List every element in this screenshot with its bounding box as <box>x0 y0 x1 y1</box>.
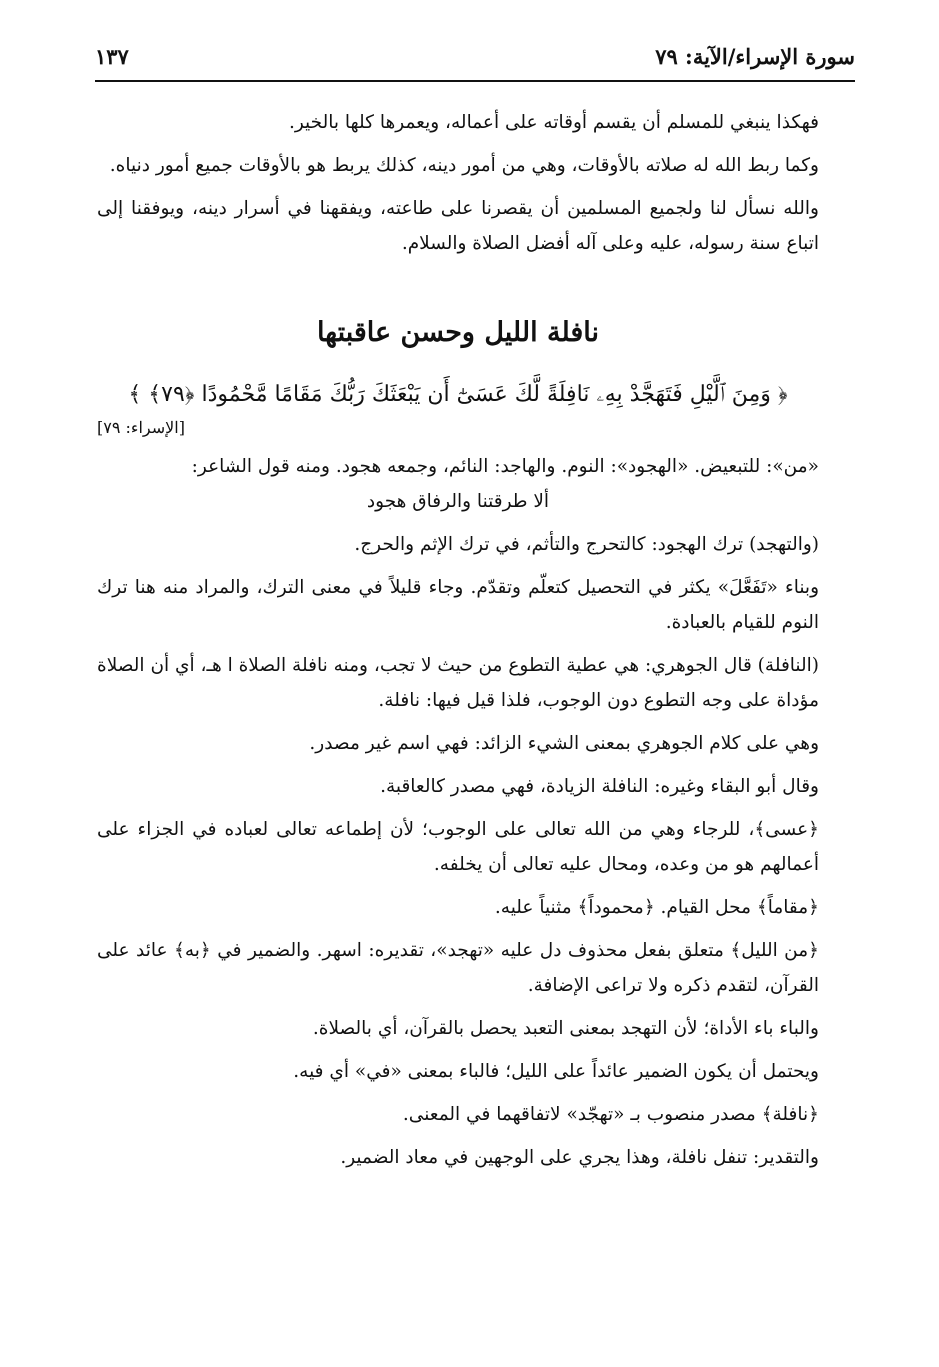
paragraph: ﴿عسى﴾، للرجاء وهي من الله تعالى على الوجوب؛ لأن إطماعه تعالى لعباده في الجزاء على أعمالهم هو من وعده، ومحال عليه تعالى أن يخلفه. <box>97 819 819 875</box>
poem-line: ألا طرقتنا والرفاق هجود <box>366 491 550 512</box>
paragraph: وقال أبو البقاء وغيره: النافلة الزيادة، فهي مصدر كالعاقبة. <box>380 776 819 797</box>
paragraph: وكما ربط الله له صلاته بالأوقات، وهي من أمور دينه، كذلك يربط هو بالأوقات جميع أمور دنياه. <box>109 155 819 176</box>
page-body <box>97 105 819 1183</box>
page-number: ١٣٧ <box>95 44 129 69</box>
paragraph: والباء باء الأداة؛ لأن التهجد بمعنى التعبد يحصل بالقرآن، أي بالصلاة. <box>312 1018 819 1039</box>
verse-reference-text: [الإسراء: ٧٩] <box>97 418 185 437</box>
quran-verse: ﴿ وَمِنَ ٱلَّيْلِ فَتَهَجَّدْ بِهِۦ نَافِلَةً لَّكَ عَسَىٰٓ أَن يَبْعَثَكَ رَبُّكَ مَقَامًا مَّحْمُودًا ﴿٧٩﴾ ﴾ <box>128 382 788 407</box>
paragraph: والتقدير: تنفل نافلة، وهذا يجري على الوجهين في معاد الضمير. <box>340 1147 819 1168</box>
paragraph: (والتهجد) ترك الهجود: كالتحرج والتأثم، في ترك الإثم والحرج. <box>354 534 819 555</box>
paragraph: ﴿نافلة﴾ مصدر منصوب بـ «تهجّد» لاتفاقهما في المعنى. <box>402 1104 819 1125</box>
page-header <box>95 40 855 82</box>
paragraph: «من»: للتبعيض. «الهجود»: النوم. والهاجد: النائم، وجمعه هجود. ومنه قول الشاعر: <box>191 456 819 477</box>
paragraph: ﴿من الليل﴾ متعلق بفعل محذوف دل عليه «تهجد»، تقديره: اسهر. والضمير في ﴿به﴾ عائد على القرآن، لتقدم ذكره ولا تراعى الإضافة. <box>97 940 819 996</box>
paragraph: وبناء «تَفَعَّلَ» يكثر في التحصيل كتعلّم وتقدّم. وجاء قليلاً في معنى الترك، والمراد منه هنا ترك النوم للقيام بالعبادة. <box>97 577 819 633</box>
paragraph: فهكذا ينبغي للمسلم أن يقسم أوقاته على أعماله، ويعمرها كلها بالخير. <box>288 112 819 133</box>
paragraph: وهي على كلام الجوهري بمعنى الشيء الزائد: فهي اسم غير مصدر. <box>309 733 819 754</box>
paragraph: ويحتمل أن يكون الضمير عائداً على الليل؛ فالباء بمعنى «في» أي فيه. <box>293 1061 819 1082</box>
verse-reference <box>97 415 819 441</box>
section-title: نافلة الليل وحسن عاقبتها <box>316 317 600 348</box>
paragraph: ﴿مقاماً﴾ محل القيام. ﴿محموداً﴾ مثنياً عليه. <box>494 897 819 918</box>
paragraph: (النافلة) قال الجوهري: هي عطية التطوع من حيث لا تجب، ومنه نافلة الصلاة ا هـ، أي أن الصلاة مؤداة على وجه التطوع دون الوجوب، فلذا قيل فيها: نافلة. <box>97 655 819 711</box>
running-title: سورة الإسراء/الآية: ٧٩ <box>655 44 855 69</box>
paragraph: والله نسأل لنا ولجميع المسلمين أن يقصرنا على طاعته، ويفقهنا في أسرار دينه، ويوفقنا إلى اتباع سنة رسوله، عليه وعلى آله أفضل الصلاة والسلام. <box>97 198 819 254</box>
